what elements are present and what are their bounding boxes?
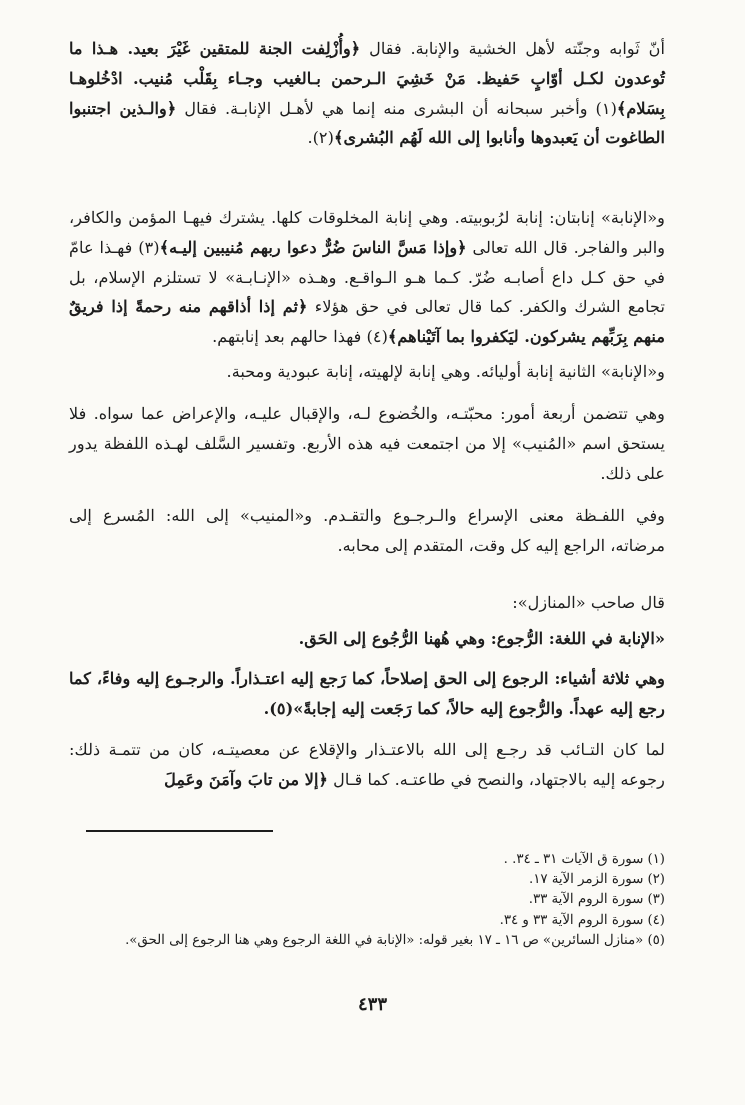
paragraph-5 [69, 501, 665, 561]
paragraph-text [69, 203, 665, 352]
footnote-2: (٢) سورة الزمر الآية ١٧. [528, 872, 665, 888]
paragraph-text [69, 735, 665, 795]
text-segment: أنّ ثَوابه وجنّته لأهل الخشية والإنابة. فقال [360, 39, 665, 58]
quote-block [69, 664, 665, 724]
page-number: ٤٣٣ [357, 994, 387, 1015]
paragraph-text: و«الإنابة» الثانية إنابة أوليائه. وهي إنابة لإلهيته، إنابة عبودية ومحبة. [226, 362, 665, 381]
footnote-3: (٣) سورة الروم الآية ٣٣. [528, 892, 665, 908]
quote-text: «الإنابة في اللغة: الرُّجوع: وهي هُهنا الرُّجُوع إلى الحَق. [298, 629, 665, 648]
footnote-4: (٤) سورة الروم الآية ٣٣ و ٣٤. [499, 912, 665, 928]
quote-intro-text: قال صاحب «المنازل»: [512, 593, 665, 612]
closing-paragraph [69, 735, 665, 795]
text-segment: (١) وأخبر سبحانه أن البشرى منه إنما هي لأهـل الإنابـة. فقال [176, 98, 617, 118]
text-segment: و«الإنابة» إنابتان: إنابة لرُبوبيته. وهي إنابة المخلوقات كلها. يشترك فيهـا المؤمن والكافر، والبر والفاجر. قال الله تعالى [69, 208, 666, 257]
paragraph-text: وفي اللفـظة معنى الإسراع والـرجـوع والتقـدم. و«المنيب» إلى الله: المُسرع إلى مرضاته، الراجع إليه كل وقت، المتقدم إلى محابه. [69, 506, 665, 555]
quran-verse: ﴿وإذا مَسَّ الناسَ ضُرٌّ دعوا ربهم مُنيبين إليـه﴾ [159, 237, 467, 257]
text-segment: (٣) فهـذا عامّ في حق كـل داع أصابـه ضُرّ. كـما هـو الـواقـع. وهـذه «الإنـابـة» لا تستلزم الإسلام، بل تجامع الشرك والكفر. كما قال تعالى في حق هؤلاء [69, 237, 665, 317]
footnotes [69, 850, 665, 951]
footnote-5: (٥) «منازل السائرين» ص ١٦ ـ ١٧ بغير قوله: «الإنابة في اللغة الرجوع وهي هنا الرجوع إلى الحق». [125, 932, 665, 948]
paragraph-2 [69, 203, 665, 352]
quran-verse: ﴿إلا من تابَ وآمَنَ وعَمِلَ [164, 769, 328, 789]
paragraph-text [69, 34, 665, 153]
quran-verse: ﴿والـذين اجتنبوا الطاغوت أن يَعبدوها وأنابوا إلى الله لَهُم البُشرى﴾ [69, 98, 665, 148]
footnote-separator [86, 830, 273, 832]
paragraph-1 [69, 34, 665, 153]
footnote-ref: (٢). [307, 128, 334, 148]
footnote-1: (١) سورة ق الآيات ٣١ ـ ٣٤. . [503, 852, 665, 867]
quran-verse: ﴿وأُزْلِفت الجنة للمتقين غَيْرَ بعيد. هـذا ما تُوعدون لكـل أوّابٍ حَفيظ. مَنْ خَشِيَ الـرحمن بـالغيب وجـاء بِقَلْب مُنيب. ادْخُلوهـا بِسَلام﴾ [69, 39, 666, 118]
paragraph-text: وهي تتضمن أربعة أمور: محبّتـه، والخُضوع لـه، والإقبال عليـه، والإعراض عما سواه. فلا يستحق اسم «المُنيب» إلا من اجتمعت فيه هذه الأربع. وتفسير السَّلف لهـذه اللفظة يدور على ذلك. [69, 404, 665, 483]
quote-text: وهي ثلاثة أشياء: الرجوع إلى الحق إصلاحاً، كما رَجع إليه اعتـذاراً. والرجـوع إليه وفاءً، كما رجع إليه عهداً. والرُّجوع إليه حالاً، كما رَجَعت إليه إجابةً»(٥). [69, 669, 665, 718]
paragraph-4 [69, 399, 665, 488]
quote-line-1 [69, 624, 665, 654]
paragraph-3 [69, 357, 665, 387]
quote-intro [69, 588, 665, 618]
text-segment: (٤) فهذا حالهم بعد إنابتهم. [212, 327, 388, 347]
text-segment: لما كان التـائب قد رجـع إلى الله بالاعتـذار والإقلاع عن معصيتـه، كان من تتمـة ذلك: رجوعه إليه بالاجتهاد، والنصح في طاعتـه. كما قـال [69, 740, 665, 789]
quran-verse: ﴿ثم إذا أذاقهم منه رحمةً إذا فريقٌ منهم بِرَبِّهم يشركون. ليَكفروا بما آتَيْناهم﴾ [69, 297, 665, 347]
